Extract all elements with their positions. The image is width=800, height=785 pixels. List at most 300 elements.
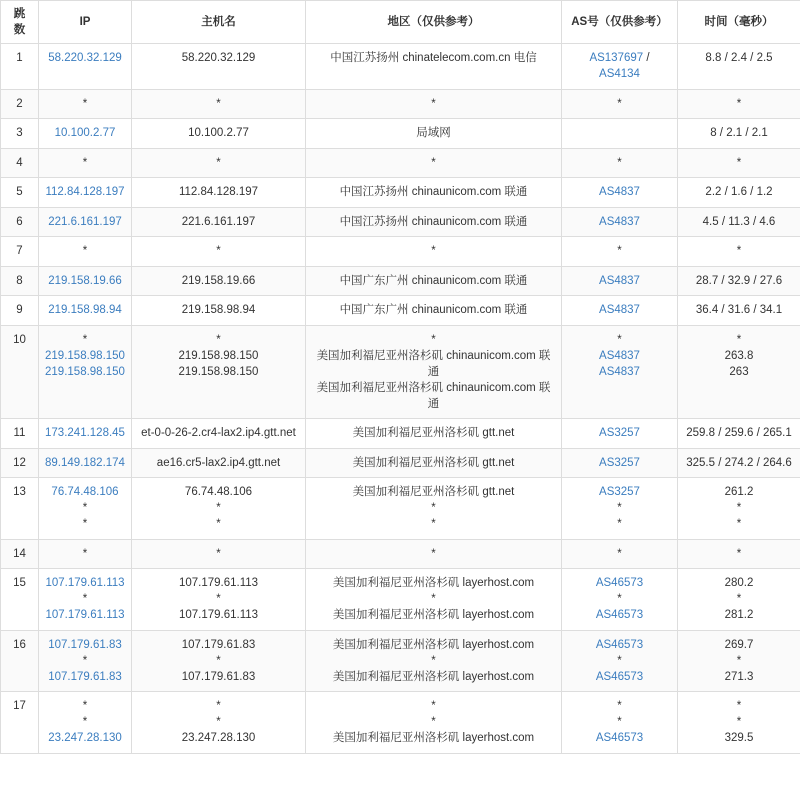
ip-link[interactable]: 23.247.28.130 xyxy=(48,732,122,744)
region-cell xyxy=(306,692,562,754)
ip-cell xyxy=(39,148,132,178)
region-text: 中国广东广州 chinaunicom.com 联通 xyxy=(339,274,528,287)
hop-cell xyxy=(1,569,39,631)
timeout-mark: * xyxy=(82,700,88,712)
hostname-text: 219.158.98.150 xyxy=(178,365,259,378)
time-cell xyxy=(678,419,800,449)
timeout-mark: * xyxy=(82,716,88,728)
ip-entry xyxy=(45,484,125,500)
time-cell xyxy=(678,89,800,119)
region-text: 美国加利福尼亚州洛杉矶 layerhost.com xyxy=(332,670,535,683)
timeout-mark: * xyxy=(431,547,436,560)
ip-cell xyxy=(39,266,132,296)
as-link[interactable]: AS4837 xyxy=(599,304,640,316)
as-link[interactable]: AS46573 xyxy=(595,577,644,589)
ip-cell xyxy=(39,419,132,449)
timeout-mark: * xyxy=(82,156,88,169)
ip-link[interactable]: 219.158.98.150 xyxy=(45,365,125,378)
hostname-text: 23.247.28.130 xyxy=(181,732,256,744)
ip-entry xyxy=(45,637,125,653)
as-entry xyxy=(568,653,671,669)
hop-cell xyxy=(1,44,39,90)
hostname-cell xyxy=(132,296,306,326)
as-link[interactable]: AS4837 xyxy=(599,215,640,228)
region-cell xyxy=(306,630,562,692)
ip-entry xyxy=(45,50,125,66)
as-entry xyxy=(568,96,671,112)
timeout-mark: * xyxy=(736,716,742,728)
ip-link[interactable]: 76.74.48.106 xyxy=(51,486,119,498)
ip-cell xyxy=(39,207,132,237)
time-text: 281.2 xyxy=(724,609,754,621)
hostname-text: 107.179.61.83 xyxy=(181,670,256,683)
table-row xyxy=(1,119,800,149)
ip-cell xyxy=(39,539,132,569)
time-cell xyxy=(678,296,800,326)
ip-link[interactable]: 107.179.61.113 xyxy=(45,609,125,621)
region-cell xyxy=(306,296,562,326)
timeout-mark: * xyxy=(431,97,436,110)
ip-cell xyxy=(39,692,132,754)
timeout-mark: * xyxy=(82,547,88,560)
timeout-mark: * xyxy=(431,518,436,530)
ip-cell xyxy=(39,237,132,267)
ip-link[interactable]: 112.84.128.197 xyxy=(45,186,125,198)
hop-number: 12 xyxy=(13,456,26,469)
region-text: 美国加利福尼亚州洛杉矶 layerhost.com xyxy=(332,609,535,621)
as-link[interactable]: AS4837 xyxy=(599,365,640,378)
region-text: 美国加利福尼亚州洛杉矶 chinaunicom.com 联通 xyxy=(316,381,551,410)
table-row xyxy=(1,419,800,449)
timeout-mark: * xyxy=(82,654,88,667)
time-cell xyxy=(678,237,800,267)
hostname-cell xyxy=(132,207,306,237)
hop-number: 14 xyxy=(13,547,26,560)
ip-entry xyxy=(45,669,125,685)
region-text: 中国广东广州 chinaunicom.com 联通 xyxy=(339,304,528,316)
ip-link[interactable]: 107.179.61.113 xyxy=(45,577,125,589)
as-link[interactable]: AS46573 xyxy=(595,670,644,683)
timeout-mark: * xyxy=(82,97,88,110)
time-text: 28.7 / 32.9 / 27.6 xyxy=(695,274,783,287)
time-cell xyxy=(678,119,800,149)
ip-link[interactable]: 107.179.61.83 xyxy=(48,638,122,651)
as-entry xyxy=(568,637,671,653)
hop-number: 15 xyxy=(13,577,26,589)
as-cell xyxy=(562,325,678,419)
hostname-cell xyxy=(132,266,306,296)
hostname-cell xyxy=(132,692,306,754)
timeout-mark: * xyxy=(617,547,622,560)
region-cell xyxy=(306,178,562,208)
hop-number: 8 xyxy=(16,274,23,287)
ip-link[interactable]: 10.100.2.77 xyxy=(54,127,116,139)
ip-link[interactable]: 107.179.61.83 xyxy=(48,670,122,683)
timeout-mark: * xyxy=(736,654,742,667)
as-link[interactable]: AS3257 xyxy=(599,486,640,498)
hostname-cell xyxy=(132,148,306,178)
hop-cell xyxy=(1,266,39,296)
time-text: 8.8 / 2.4 / 2.5 xyxy=(705,52,773,64)
table-row xyxy=(1,148,800,178)
ip-entry xyxy=(45,730,125,746)
as-cell xyxy=(562,44,678,90)
time-text: 329.5 xyxy=(724,732,754,744)
header-as-number: AS号（仅供参考） xyxy=(562,1,678,44)
timeout-mark: * xyxy=(431,156,436,169)
as-entry xyxy=(568,698,671,714)
hop-cell xyxy=(1,325,39,419)
as-cell xyxy=(562,148,678,178)
timeout-mark: * xyxy=(216,654,221,667)
time-text: 2.2 / 1.6 / 1.2 xyxy=(705,186,773,198)
as-entry xyxy=(568,155,671,171)
timeout-mark: * xyxy=(82,333,88,346)
as-entry xyxy=(568,546,671,562)
ip-link[interactable]: 89.149.182.174 xyxy=(45,456,125,469)
hostname-cell xyxy=(132,237,306,267)
header-hop-count: 跳数 xyxy=(1,1,39,44)
region-cell xyxy=(306,569,562,631)
as-cell xyxy=(562,237,678,267)
hostname-text: 221.6.161.197 xyxy=(181,215,256,228)
as-entry xyxy=(568,425,671,441)
timeout-mark: * xyxy=(736,97,742,110)
hostname-text: 107.179.61.113 xyxy=(178,609,259,621)
hostname-cell xyxy=(132,44,306,90)
table-row xyxy=(1,89,800,119)
hop-cell xyxy=(1,419,39,449)
region-cell xyxy=(306,148,562,178)
time-text: 261.2 xyxy=(724,486,754,498)
as-entry xyxy=(568,500,671,516)
timeout-mark: * xyxy=(736,518,742,530)
as-entry xyxy=(568,484,671,500)
timeout-mark: * xyxy=(431,245,436,257)
header-hostname: 主机名 xyxy=(132,1,306,44)
region-text: 美国加利福尼亚州洛杉矶 gtt.net xyxy=(352,486,515,498)
timeout-mark: * xyxy=(736,156,742,169)
hostname-text: et-0-0-26-2.cr4-lax2.ip4.gtt.net xyxy=(141,427,296,439)
time-text: 36.4 / 31.6 / 34.1 xyxy=(695,304,783,316)
timeout-mark: * xyxy=(617,502,622,514)
as-cell xyxy=(562,419,678,449)
hostname-cell xyxy=(132,539,306,569)
time-cell xyxy=(678,325,800,419)
ip-entry xyxy=(45,607,125,623)
timeout-mark: * xyxy=(617,156,622,169)
hop-cell xyxy=(1,630,39,692)
hostname-cell xyxy=(132,569,306,631)
header-ip: IP xyxy=(39,1,132,44)
hop-cell xyxy=(1,478,39,540)
ip-link[interactable]: 219.158.98.150 xyxy=(45,349,125,362)
region-text: 美国加利福尼亚州洛杉矶 layerhost.com xyxy=(332,638,535,651)
region-text: 美国加利福尼亚州洛杉矶 gtt.net xyxy=(352,456,515,469)
hostname-cell xyxy=(132,119,306,149)
time-text: 8 / 2.1 / 2.1 xyxy=(710,127,768,139)
table-row xyxy=(1,539,800,569)
as-link[interactable]: AS4837 xyxy=(599,186,640,198)
hop-cell xyxy=(1,119,39,149)
timeout-mark: * xyxy=(82,245,88,257)
ip-cell xyxy=(39,325,132,419)
as-entry xyxy=(568,184,671,200)
table-row xyxy=(1,692,800,754)
hostname-text: 112.84.128.197 xyxy=(178,186,259,198)
region-cell xyxy=(306,539,562,569)
as-cell xyxy=(562,630,678,692)
region-cell xyxy=(306,89,562,119)
as-link[interactable]: AS4134 xyxy=(599,68,640,80)
timeout-mark: * xyxy=(736,333,742,346)
time-cell xyxy=(678,44,800,90)
hostname-text: 58.220.32.129 xyxy=(181,52,256,64)
table-row xyxy=(1,478,800,540)
hop-cell xyxy=(1,207,39,237)
as-entry xyxy=(568,730,671,746)
hop-cell xyxy=(1,539,39,569)
as-entry xyxy=(568,591,671,607)
ip-link[interactable]: 173.241.128.45 xyxy=(45,427,125,439)
hop-number: 17 xyxy=(13,700,26,712)
timeout-mark: * xyxy=(431,716,436,728)
table-row xyxy=(1,44,800,90)
time-cell xyxy=(678,539,800,569)
hop-number: 9 xyxy=(16,304,23,316)
header-time: 时间（毫秒） xyxy=(678,1,800,44)
as-entry xyxy=(568,364,671,380)
time-text: 269.7 xyxy=(724,638,754,651)
region-cell xyxy=(306,119,562,149)
table-row xyxy=(1,630,800,692)
time-cell xyxy=(678,266,800,296)
ip-cell xyxy=(39,448,132,478)
timeout-mark: * xyxy=(617,333,622,346)
as-cell xyxy=(562,119,678,149)
as-link[interactable]: AS4837 xyxy=(599,349,640,362)
timeout-mark: * xyxy=(216,593,221,605)
hop-number: 4 xyxy=(16,156,23,169)
as-link[interactable]: AS4837 xyxy=(599,274,640,287)
as-separator: / xyxy=(643,52,650,64)
timeout-mark: * xyxy=(617,700,622,712)
timeout-mark: * xyxy=(617,593,622,605)
as-link[interactable]: AS3257 xyxy=(599,456,640,469)
ip-entry xyxy=(45,348,125,364)
hostname-cell xyxy=(132,478,306,540)
table-header xyxy=(1,1,800,44)
table-row xyxy=(1,325,800,419)
time-text: 280.2 xyxy=(724,577,754,589)
hostname-text: 219.158.98.94 xyxy=(181,304,256,316)
as-entry xyxy=(568,214,671,230)
region-text: 中国江苏扬州 chinaunicom.com 联通 xyxy=(339,215,528,228)
as-link[interactable]: AS46573 xyxy=(595,609,644,621)
timeout-mark: * xyxy=(82,518,88,530)
time-cell xyxy=(678,148,800,178)
ip-cell xyxy=(39,478,132,540)
time-cell xyxy=(678,448,800,478)
as-entry xyxy=(568,348,671,364)
as-link[interactable]: AS3257 xyxy=(599,427,640,439)
hop-number: 7 xyxy=(16,245,23,257)
table-row xyxy=(1,207,800,237)
time-text: 259.8 / 259.6 / 265.1 xyxy=(686,427,792,439)
ip-cell xyxy=(39,119,132,149)
time-cell xyxy=(678,478,800,540)
hop-cell xyxy=(1,89,39,119)
timeout-mark: * xyxy=(431,502,436,514)
hop-cell xyxy=(1,148,39,178)
ip-link[interactable]: 219.158.19.66 xyxy=(48,274,122,287)
hop-cell xyxy=(1,448,39,478)
table-row xyxy=(1,569,800,631)
as-entry xyxy=(568,516,671,532)
region-cell xyxy=(306,266,562,296)
timeout-mark: * xyxy=(431,654,436,667)
timeout-mark: * xyxy=(617,97,622,110)
ip-cell xyxy=(39,296,132,326)
timeout-mark: * xyxy=(82,593,88,605)
region-cell xyxy=(306,237,562,267)
timeout-mark: * xyxy=(431,700,436,712)
as-link[interactable]: AS137697 xyxy=(589,52,644,64)
hop-number: 16 xyxy=(13,638,26,651)
timeout-mark: * xyxy=(216,700,221,712)
timeout-mark: * xyxy=(736,700,742,712)
timeout-mark: * xyxy=(736,593,742,605)
as-entry xyxy=(568,50,671,82)
hop-number: 11 xyxy=(13,427,26,439)
timeout-mark: * xyxy=(617,716,622,728)
time-cell xyxy=(678,630,800,692)
hostname-text: 107.179.61.113 xyxy=(178,577,259,589)
hop-number: 1 xyxy=(16,52,23,64)
timeout-mark: * xyxy=(82,502,88,514)
hop-number: 13 xyxy=(13,486,26,498)
as-entry xyxy=(568,243,671,259)
ip-entry xyxy=(45,425,125,441)
as-entry xyxy=(568,332,671,348)
region-cell xyxy=(306,325,562,419)
ip-entry xyxy=(45,455,125,471)
as-cell xyxy=(562,266,678,296)
ip-cell xyxy=(39,630,132,692)
table-row xyxy=(1,237,800,267)
ip-entry xyxy=(45,125,125,141)
as-cell xyxy=(562,692,678,754)
time-text: 263.8 xyxy=(724,349,754,362)
as-link[interactable]: AS46573 xyxy=(595,638,644,651)
as-entry xyxy=(568,669,671,685)
hop-number: 2 xyxy=(16,97,23,110)
ip-entry xyxy=(45,184,125,200)
hostname-cell xyxy=(132,630,306,692)
ip-link[interactable]: 221.6.161.197 xyxy=(48,215,122,228)
ip-link[interactable]: 219.158.98.94 xyxy=(48,304,122,316)
region-cell xyxy=(306,448,562,478)
region-text: 中国江苏扬州 chinatelecom.com.cn 电信 xyxy=(330,52,537,64)
ip-link[interactable]: 58.220.32.129 xyxy=(48,52,122,64)
ip-cell xyxy=(39,44,132,90)
hop-cell xyxy=(1,296,39,326)
as-entry xyxy=(568,302,671,318)
hop-cell xyxy=(1,237,39,267)
hostname-text: 107.179.61.83 xyxy=(181,638,256,651)
region-cell xyxy=(306,478,562,540)
ip-cell xyxy=(39,178,132,208)
hop-cell xyxy=(1,692,39,754)
hostname-cell xyxy=(132,448,306,478)
timeout-mark: * xyxy=(736,547,742,560)
timeout-mark: * xyxy=(216,97,221,110)
hostname-text: ae16.cr5-lax2.ip4.gtt.net xyxy=(156,456,281,469)
region-cell xyxy=(306,207,562,237)
ip-entry xyxy=(45,302,125,318)
timeout-mark: * xyxy=(617,245,622,257)
region-text: 局域网 xyxy=(416,127,451,139)
as-cell xyxy=(562,296,678,326)
timeout-mark: * xyxy=(431,333,436,346)
time-text: 4.5 / 11.3 / 4.6 xyxy=(702,215,776,228)
as-cell xyxy=(562,539,678,569)
timeout-mark: * xyxy=(216,245,221,257)
region-cell xyxy=(306,44,562,90)
ip-cell xyxy=(39,89,132,119)
as-link[interactable]: AS46573 xyxy=(595,732,644,744)
timeout-mark: * xyxy=(216,518,221,530)
ip-entry xyxy=(45,214,125,230)
hostname-text: 219.158.98.150 xyxy=(178,349,259,362)
traceroute-rows xyxy=(1,44,800,754)
as-cell xyxy=(562,178,678,208)
region-text: 中国江苏扬州 chinaunicom.com 联通 xyxy=(339,186,528,198)
hostname-text: 76.74.48.106 xyxy=(184,486,253,498)
as-cell xyxy=(562,569,678,631)
as-cell xyxy=(562,207,678,237)
timeout-mark: * xyxy=(736,245,742,257)
hostname-cell xyxy=(132,89,306,119)
region-cell xyxy=(306,419,562,449)
ip-entry xyxy=(45,364,125,380)
table-row xyxy=(1,448,800,478)
table-row xyxy=(1,296,800,326)
ip-cell xyxy=(39,569,132,631)
as-cell xyxy=(562,89,678,119)
time-text: 325.5 / 274.2 / 264.6 xyxy=(686,456,792,469)
hop-number: 3 xyxy=(16,127,23,139)
time-cell xyxy=(678,692,800,754)
header-region: 地区（仅供参考） xyxy=(306,1,562,44)
time-text: 263 xyxy=(729,365,749,378)
hostname-cell xyxy=(132,419,306,449)
hostname-text: 219.158.19.66 xyxy=(181,274,256,287)
hop-cell xyxy=(1,178,39,208)
time-cell xyxy=(678,569,800,631)
header-row xyxy=(1,1,800,44)
hostname-cell xyxy=(132,178,306,208)
as-entry xyxy=(568,273,671,289)
hop-number: 6 xyxy=(16,215,23,228)
hop-number: 5 xyxy=(16,186,23,198)
as-entry xyxy=(568,714,671,730)
table-row xyxy=(1,266,800,296)
as-entry xyxy=(568,455,671,471)
timeout-mark: * xyxy=(216,547,221,560)
as-entry xyxy=(568,607,671,623)
timeout-mark: * xyxy=(216,333,221,346)
